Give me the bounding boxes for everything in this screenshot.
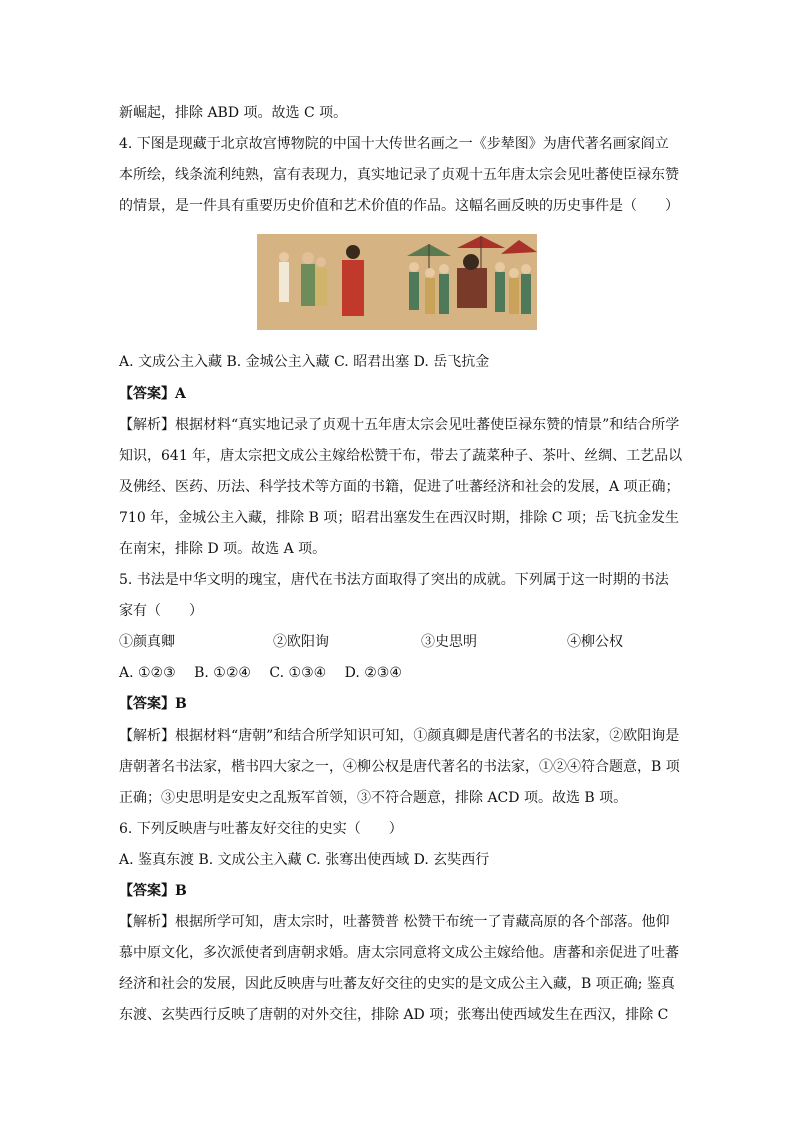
question-4-options: A. 文成公主入藏 B. 金城公主入藏 C. 昭君出塞 D. 岳飞抗金 <box>119 354 490 370</box>
question-6-options: A. 鉴真东渡 B. 文成公主入藏 C. 张骞出使西域 D. 玄奘西行 <box>119 852 490 868</box>
question-5-options: A. ①②③ B. ①②④ C. ①③④ D. ②③④ <box>119 665 402 681</box>
question-4-stem-line-3: 的情景，是一件具有重要历史价值和艺术价值的作品。这幅名画反映的历史事件是（ ） <box>119 198 679 214</box>
question-5-stem-line-1: 5. 书法是中华文明的瑰宝，唐代在书法方面取得了突出的成就。下列属于这一时期的书法 <box>119 572 669 588</box>
choice-3: ③史思明 <box>421 634 477 650</box>
question-4-analysis-line-1: 【解析】根据材料“真实地记录了贞观十五年唐太宗会见吐蕃使臣禄东赞的情景”和结合所学 <box>119 417 680 433</box>
question-6-analysis-line-1: 【解析】根据所学可知，唐太宗时，吐蕃赞普 松赞干布统一了青藏高原的各个部落。他仰 <box>119 914 670 930</box>
question-6-analysis-line-4: 东渡、玄奘西行反映了唐朝的对外交往，排除 AD 项；张骞出使西域发生在西汉，排除 C <box>119 1007 669 1023</box>
question-6-answer: 【答案】B <box>119 883 187 899</box>
text-line-1: 新崛起，排除 ABD 项。故选 C 项。 <box>119 105 348 121</box>
question-4-analysis-line-4: 710 年，金城公主入藏，排除 B 项；昭君出塞发生在西汉时期，排除 C 项；岳飞抗金发生 <box>119 510 679 526</box>
question-6-stem: 6. 下列反映唐与吐蕃友好交往的史实（ ） <box>119 821 403 837</box>
question-4-answer: 【答案】A <box>119 386 186 402</box>
question-5-analysis-line-1: 【解析】根据材料“唐朝”和结合所学知识可知，①颜真卿是唐代著名的书法家，②欧阳询是 <box>119 728 680 744</box>
choice-4: ④柳公权 <box>567 634 623 650</box>
choice-1: ①颜真卿 <box>119 634 175 650</box>
question-5-analysis-line-3: 正确；③史思明是安史之乱叛军首领，③不符合题意，排除 ACD 项。故选 B 项。 <box>119 790 628 806</box>
question-4-analysis-line-3: 及佛经、医药、历法、科学技术等方面的书籍，促进了吐蕃经济和社会的发展，A 项正确； <box>119 479 680 495</box>
painting-illustration <box>257 234 537 330</box>
question-5-stem-line-2: 家有（ ） <box>119 603 203 619</box>
question-5-answer: 【答案】B <box>119 696 187 712</box>
question-5-analysis-line-2: 唐朝著名书法家，楷书四大家之一，④柳公权是唐代著名的书法家，①②④符合题意，B 项 <box>119 759 680 775</box>
question-4-analysis-line-5: 在南宋，排除 D 项。故选 A 项。 <box>119 541 327 557</box>
bunian-tu-painting <box>257 234 537 330</box>
question-4-stem-line-2: 本所绘，线条流利纯熟，富有表现力，真实地记录了贞观十五年唐太宗会见吐蕃使臣禄东赞 <box>119 167 679 183</box>
question-6-analysis-line-3: 经济和社会的发展，因此反映唐与吐蕃友好交往的史实的是文成公主入藏，B 项正确; 鉴真 <box>119 976 675 992</box>
question-4-stem-line-1: 4. 下图是现藏于北京故宫博物院的中国十大传世名画之一《步辇图》为唐代著名画家阎立 <box>119 136 669 152</box>
question-5-choices <box>119 632 679 652</box>
choice-2: ②欧阳询 <box>273 634 329 650</box>
question-4-analysis-line-2: 知识，641 年，唐太宗把文成公主嫁给松赞干布，带去了蔬菜种子、茶叶、丝绸、工艺品以 <box>119 448 683 464</box>
question-6-analysis-line-2: 慕中原文化，多次派使者到唐朝求婚。唐太宗同意将文成公主嫁给他。唐蕃和亲促进了吐蕃 <box>119 945 679 961</box>
